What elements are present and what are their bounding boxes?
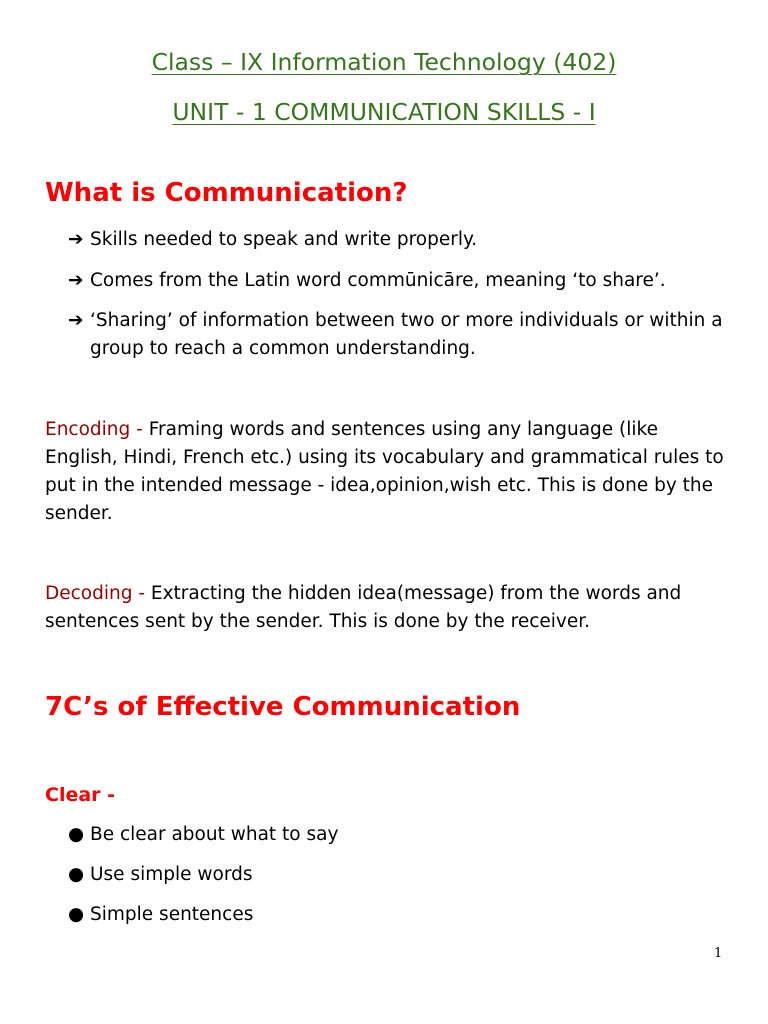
dot-bullet-icon: ● [68, 904, 85, 925]
dot-bullet-icon: ● [68, 864, 85, 885]
encoding-term: Encoding - [45, 419, 149, 440]
list-item-text: Comes from the Latin word commūnicāre, meaning ‘to share’. [90, 270, 666, 291]
list-item-text: Be clear about what to say [90, 824, 339, 845]
list-item-text: ‘Sharing’ of information between two or more individuals or within a group to reach a common understanding. [90, 310, 723, 359]
encoding-definition: Framing words and sentences using any language (like English, Hindi, French etc.) using its vocabulary and grammatical rules to put in the intended message - idea,opinion,wish etc. This is done by the sender. [45, 419, 724, 524]
arrow-bullet-icon: ➔ [68, 229, 84, 250]
list-item [68, 267, 738, 295]
arrow-bullet-icon: ➔ [68, 270, 84, 291]
decoding-paragraph [45, 580, 735, 636]
list-item [68, 226, 738, 254]
list-item-text: Use simple words [90, 864, 253, 885]
encoding-paragraph [45, 416, 735, 528]
list-item [68, 901, 738, 929]
arrow-bullet-icon: ➔ [68, 310, 84, 331]
decoding-term: Decoding - [45, 583, 151, 604]
section-heading-what-is-communication: What is Communication? [45, 178, 408, 208]
dot-bullet-icon: ● [68, 824, 85, 845]
document-title: Class – IX Information Technology (402) [151, 48, 617, 76]
list-item-text: Simple sentences [90, 904, 254, 925]
section-heading-7cs: 7C’s of Effective Communication [45, 692, 521, 722]
list-item [68, 861, 738, 889]
list-item-text: Skills needed to speak and write properly. [90, 229, 478, 250]
decoding-definition: Extracting the hidden idea(message) from the words and sentences sent by the sender. This is done by the receiver. [45, 583, 682, 632]
subheading-clear: Clear - [45, 784, 116, 806]
list-item [68, 307, 738, 363]
unit-title: UNIT - 1 COMMUNICATION SKILLS - I [172, 98, 596, 126]
list-item [68, 821, 738, 849]
page-number: 1 [714, 946, 723, 961]
